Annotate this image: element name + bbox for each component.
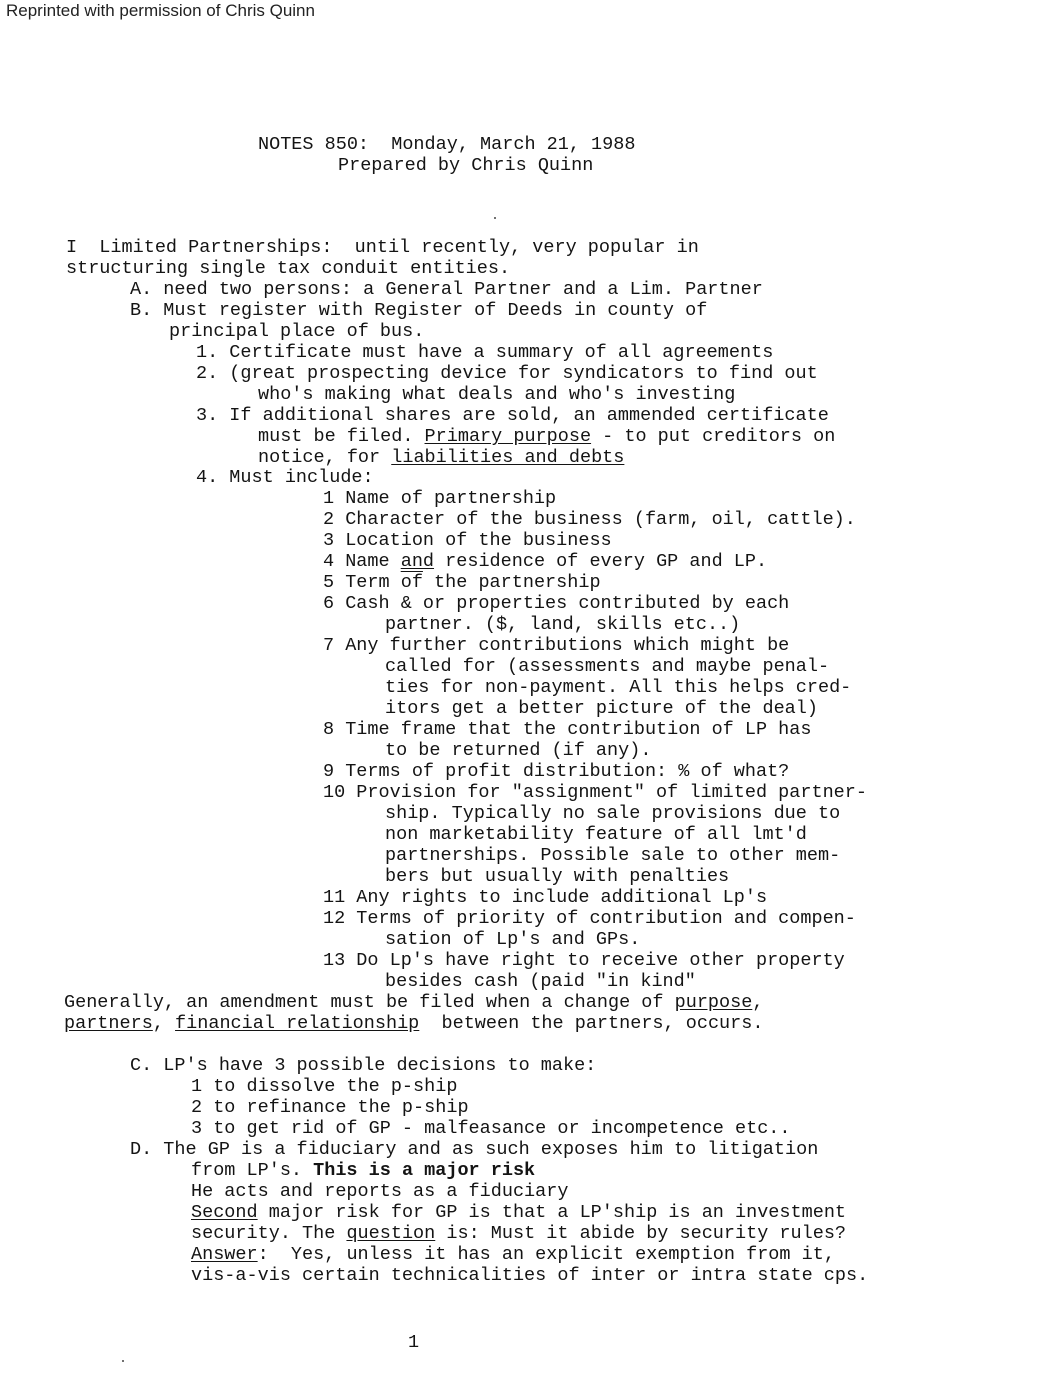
list-item-cont: called for (assessments and maybe penal- xyxy=(385,656,830,677)
list-item: 8 Time frame that the contribution of LP has xyxy=(323,719,812,740)
item-b-cont: principal place of bus. xyxy=(169,321,425,342)
list-item: 1 Name of partnership xyxy=(323,488,557,509)
item-c: C. LP's have 3 possible decisions to make: xyxy=(130,1055,597,1076)
list-item-cont: ties for non-payment. All this helps cred- xyxy=(385,677,852,698)
item-d: D. The GP is a fiduciary and as such exposes him to litigation xyxy=(130,1139,819,1160)
decision-item: 2 to refinance the p-ship xyxy=(191,1097,469,1118)
list-item-cont: sation of Lp's and GPs. xyxy=(385,929,641,950)
item-d-cont: from LP's. This is a major risk xyxy=(191,1160,536,1181)
document-title: NOTES 850: Monday, March 21, 1988 xyxy=(258,134,636,155)
item-d-cont: Second major risk for GP is that a LP'ship is an investment xyxy=(191,1202,847,1223)
amendment-note: Generally, an amendment must be filed when a change of purpose, xyxy=(64,992,764,1013)
item-d-cont: vis-a-vis certain technicalities of inter or intra state cps. xyxy=(191,1265,869,1286)
list-item: 6 Cash & or properties contributed by each xyxy=(323,593,790,614)
item-d-cont: Answer: Yes, unless it has an explicit exemption from it, xyxy=(191,1244,835,1265)
list-item-cont: bers but usually with penalties xyxy=(385,866,730,887)
decision-item: 3 to get rid of GP - malfeasance or incompetence etc.. xyxy=(191,1118,791,1139)
page-number: 1 xyxy=(408,1332,420,1353)
list-item: 4 Name and residence of every GP and LP. xyxy=(323,551,768,572)
list-item: 9 Terms of profit distribution: % of what? xyxy=(323,761,790,782)
item-b: B. Must register with Register of Deeds in county of xyxy=(130,300,708,321)
list-item: 10 Provision for "assignment" of limited partner- xyxy=(323,782,867,803)
list-item-cont: partnerships. Possible sale to other mem- xyxy=(385,845,841,866)
list-item-cont: itors get a better picture of the deal) xyxy=(385,698,818,719)
decision-item: 1 to dissolve the p-ship xyxy=(191,1076,458,1097)
list-item: 7 Any further contributions which might be xyxy=(323,635,790,656)
list-item: 11 Any rights to include additional Lp's xyxy=(323,887,768,908)
list-item-cont: ship. Typically no sale provisions due to xyxy=(385,803,841,824)
list-item: 3 Location of the business xyxy=(323,530,612,551)
item-d-cont: He acts and reports as a fiduciary xyxy=(191,1181,569,1202)
amendment-note-cont: partners, financial relationship between the partners, occurs. xyxy=(64,1013,764,1034)
list-item: 5 Term $\overline{of}$ the partnership xyxy=(323,572,601,593)
stray-mark xyxy=(122,1360,124,1362)
list-item: 2 Character of the business (farm, oil, cattle). xyxy=(323,509,856,530)
prepared-by: Prepared by Chris Quinn xyxy=(338,155,594,176)
section-heading-cont: structuring single tax conduit entities. xyxy=(66,258,511,279)
list-item: 13 Do Lp's have right to receive other property xyxy=(323,950,845,971)
list-item-cont: besides cash (paid "in kind" xyxy=(385,971,696,992)
section-heading: I Limited Partnerships: until recently, very popular in xyxy=(66,237,699,258)
stray-mark xyxy=(494,217,496,219)
list-item-cont: non marketability feature of all lmt'd xyxy=(385,824,807,845)
list-item-cont: partner. ($, land, skills etc..) xyxy=(385,614,741,635)
item-d-cont: security. The question is: Must it abide by security rules? xyxy=(191,1223,847,1244)
sub-item-1: 1. Certificate must have a summary of all agreements xyxy=(196,342,774,363)
sub-item-3: 3. If additional shares are sold, an ammended certificate xyxy=(196,405,829,426)
sub-item-2-cont: who's making what deals and who's investing xyxy=(258,384,736,405)
sub-item-3-cont: must be filed. Primary purpose - to put creditors on xyxy=(258,426,836,447)
reprint-notice: Reprinted with permission of Chris Quinn xyxy=(6,1,315,20)
list-item: 12 Terms of priority of contribution and compen- xyxy=(323,908,856,929)
item-a: A. need two persons: a General Partner and a Lim. Partner xyxy=(130,279,763,300)
sub-item-3-cont2: notice, for liabilities and debts xyxy=(258,447,625,468)
list-item-cont: to be returned (if any). xyxy=(385,740,652,761)
sub-item-2: 2. (great prospecting device for syndicators to find out xyxy=(196,363,818,384)
sub-item-4: 4. Must include: xyxy=(196,467,374,488)
